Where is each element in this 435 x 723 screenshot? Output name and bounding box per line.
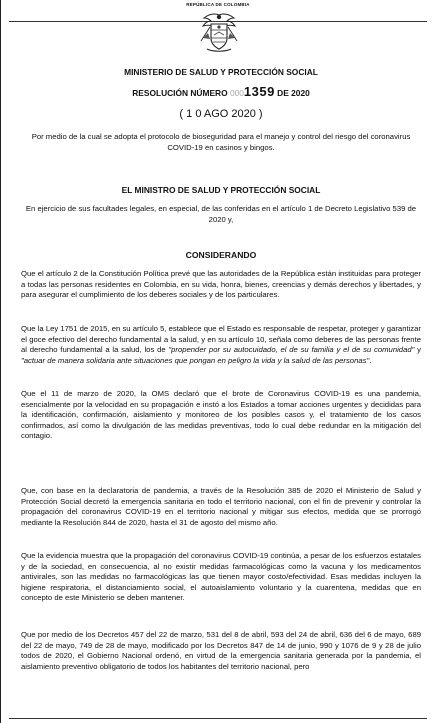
colombia-coat-of-arms-icon bbox=[198, 11, 240, 54]
quote-solidaria: "actuar de manera solidaria ante situaciones que pongan en peligro la vida y la salud de las personas" bbox=[21, 355, 370, 365]
paragraph-decretos: Que por medio de los Decretos 457 del 22 de marzo, 531 del 8 de abril, 593 del 24 de abril, 636 del 6 de mayo, 689 del 22 de mayo, 749 de 28 de mayo, modificado por los Decretos 847 de 14 de junio, 990 y 1076 de 9 y 28 de julio todos de 2020, el Gobierno Nacional ordenó, en virtud de la emergencia sanitaria generada por la pandemia, el aislamiento preventivo obligatorio de todos los habitantes del territorio nacional, pero bbox=[21, 630, 421, 671]
considerando-heading: CONSIDERANDO bbox=[185, 250, 257, 260]
quote-autocuidado: "propender por su autocuidado, el de su familia y el de su comunidad" bbox=[168, 345, 415, 355]
faculties-statement: En ejercicio de sus facultades legales, en especial, de las conferidas en el artículo 1 de Decreto Legislativo 539 de 2020 y, bbox=[25, 204, 417, 224]
paragraph-resolucion-385: Que, con base en la declaratoria de pandemia, a través de la Resolución 385 de 2020 el Ministerio de Salud y Protección Social decretó la emergencia sanitaria en todo el territorio nacional, con el fin de prevenir y controlar la propagación del coronavirus COVID-19 en el territorio nacional y mitigar sus efectos, medida que se prorrogó mediante la Resolución 844 de 2020, hasta el 31 de agosto del mismo año. bbox=[21, 486, 421, 527]
paragraph-text: Que la Ley 1751 de 2015, en su artículo 5, establece que el Estado es responsable de respetar, proteger y garantizar el goce efectivo del derecho fundamental a la salud, y en su artículo 10, señala como deberes de las personas frente al derecho fundamental a la salud, los de bbox=[21, 324, 421, 355]
resolution-number: 1359 bbox=[243, 84, 275, 99]
paragraph-text: . bbox=[369, 355, 372, 365]
republic-heading: REPÚBLICA DE COLOMBIA bbox=[186, 2, 250, 7]
ministry-heading: MINISTERIO DE SALUD Y PROTECCIÓN SOCIAL bbox=[124, 67, 318, 77]
resolution-date: ( 1 0 AGO 2020 ) bbox=[179, 108, 263, 120]
minister-heading: EL MINISTRO DE SALUD Y PROTECCIÓN SOCIAL bbox=[121, 185, 321, 195]
paragraph-oms-pandemia: Que el 11 de marzo de 2020, la OMS declaró que el brote de Coronavirus COVID-19 es una pandemia, esencialmente por la velocidad en su propagación e instó a los Estados a tomar acciones urgentes y decididas para la identificación, confirmación, aislamiento y monitoreo de los posibles casos y, el tratamiento de los casos confirmados, así como la divulgación de las medidas preventivas, todo lo cual debe redundar en la mitigación del contagio. bbox=[21, 389, 421, 441]
paragraph-text: y bbox=[414, 345, 421, 355]
resolution-subject: Por medio de la cual se adopta el protocolo de bioseguridad para el manejo y control del riesgo del coronavirus COVID-19 en casinos y bingos. bbox=[31, 132, 411, 152]
paragraph-evidencia: Que la evidencia muestra que la propagación del coronavirus COVID-19 continúa, a pesar de los esfuerzos estatales y de la sociedad, en consecuencia, al no existir medidas farmacológicas como la vacuna y los medicamentos antivirales, son las medidas no farmacológicas las que tienen mayor costo/efectividad. Esas medidas incluyen la higiene respiratoria, el distanciamiento social, el autoaislamiento voluntario y la cuarentena, medidas que en concepto de este Ministerio se deben mantener. bbox=[21, 551, 421, 603]
resolution-number-prefix: 000 bbox=[229, 88, 244, 98]
bottom-rule bbox=[9, 718, 427, 719]
paragraph-ley-1751 bbox=[21, 324, 421, 366]
resolution-number-line bbox=[21, 84, 421, 99]
paragraph-constitution: Que el artículo 2 de la Constitución Política prevé que las autoridades de la República están instituidas para proteger a todas las personas residentes en Colombia, en su vida, honra, bienes, creencias y demás derechos y libertades, y para asegurar el cumplimiento de los deberes sociales y de los particulares. bbox=[21, 269, 421, 300]
resolution-label: RESOLUCIÓN NÚMERO bbox=[132, 88, 228, 98]
resolution-year: DE 2020 bbox=[277, 88, 310, 98]
